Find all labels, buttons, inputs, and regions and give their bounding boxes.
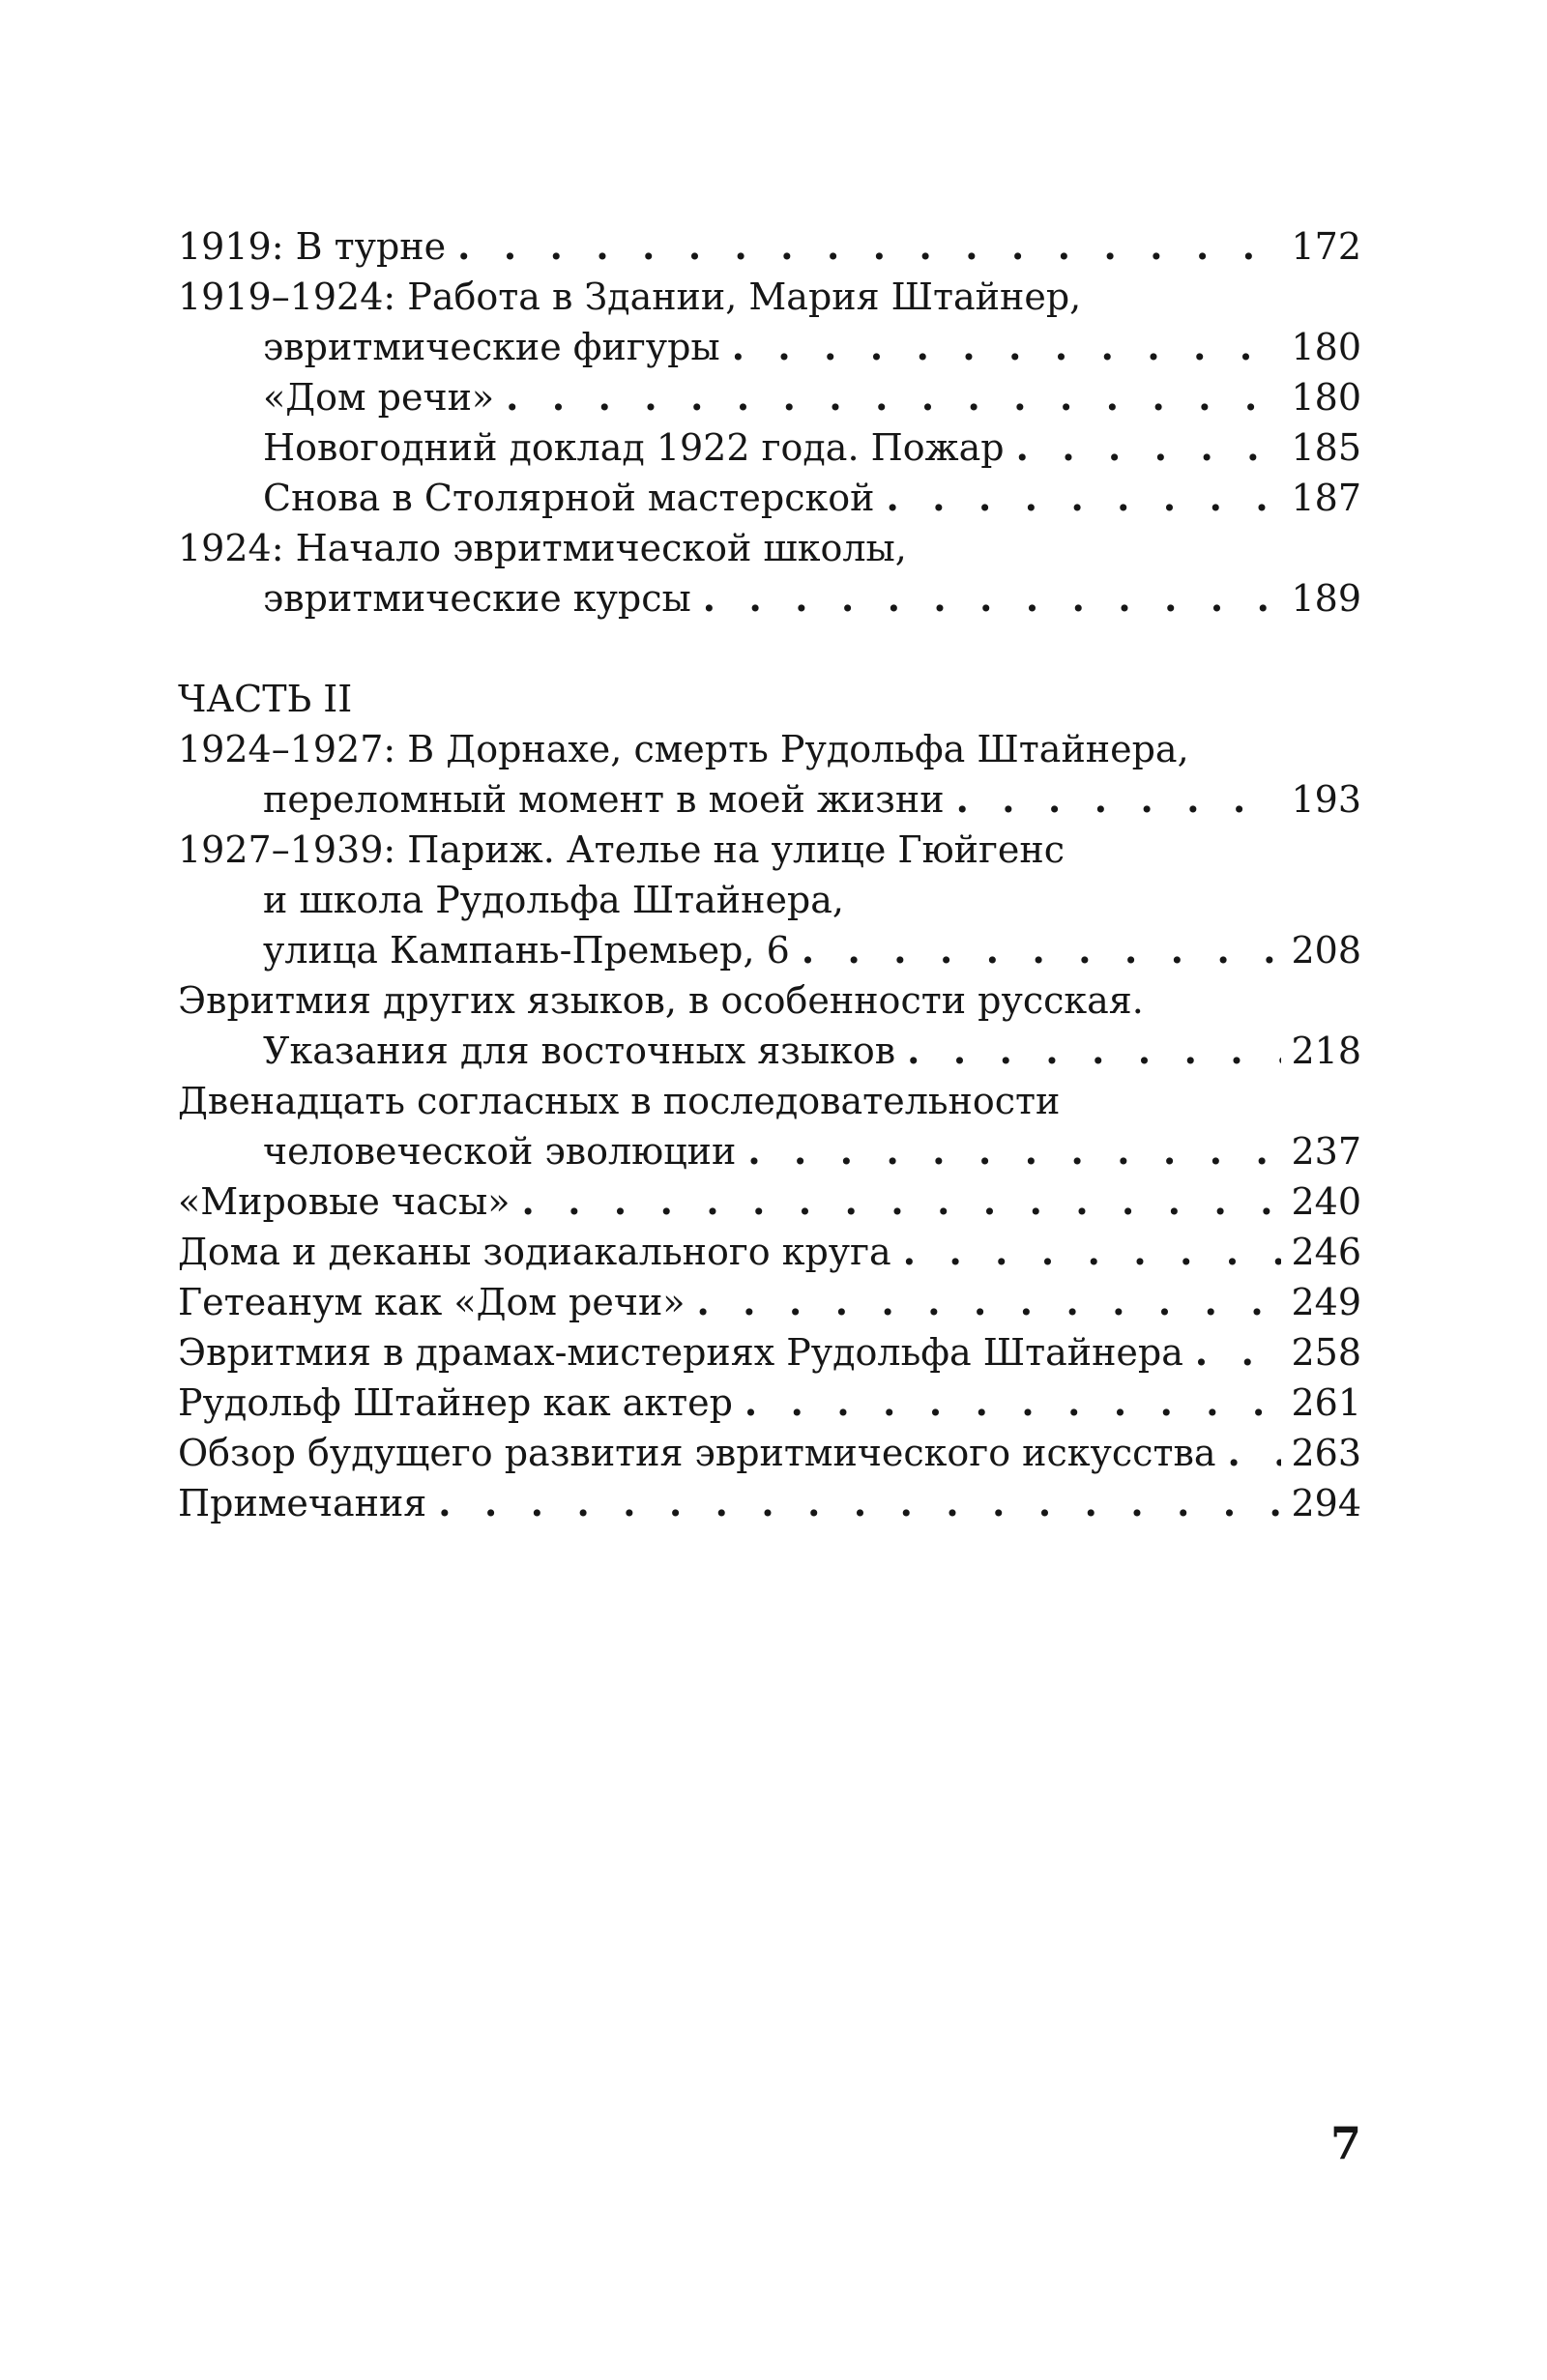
dot-leader (903, 1227, 1282, 1277)
dot-leader (747, 1126, 1281, 1176)
dot-leader (956, 774, 1282, 825)
dot-leader (457, 221, 1281, 272)
toc-entry (178, 1277, 1361, 1327)
toc-entry (178, 1378, 1361, 1428)
toc-entry (178, 1428, 1361, 1478)
toc-entry-title: «Мировые часы» (178, 1180, 511, 1223)
toc-entry-page: 294 (1291, 1482, 1361, 1524)
toc-entry (178, 322, 1361, 372)
part-heading: ЧАСТЬ II (178, 678, 353, 720)
toc-entry (178, 422, 1361, 473)
toc-entry-page: 237 (1291, 1130, 1361, 1173)
toc-entry-title: Гетеанум как «Дом речи» (178, 1281, 686, 1323)
dot-leader (744, 1378, 1282, 1428)
toc-entry (178, 473, 1361, 523)
toc-entry (178, 774, 1361, 825)
section-spacer (178, 624, 1361, 674)
dot-leader (1228, 1428, 1282, 1478)
dot-leader (802, 925, 1282, 975)
toc-entry (178, 372, 1361, 422)
toc-entry (178, 221, 1361, 272)
toc-entry (178, 925, 1361, 975)
toc-entry-line (178, 724, 1361, 774)
dot-leader (886, 473, 1281, 523)
toc-entry-line (178, 272, 1361, 322)
toc-entry-page: 240 (1291, 1180, 1361, 1223)
toc-entry-page: 180 (1291, 326, 1361, 368)
toc-entry-page: 218 (1291, 1030, 1361, 1072)
toc-entry (178, 573, 1361, 624)
toc-entry-page: 193 (1291, 778, 1361, 821)
toc-entry-title: Указания для восточных языков (263, 1030, 896, 1072)
toc-entry-page: 258 (1291, 1331, 1361, 1374)
toc-entry-title: 1924: Начало эвритмической школы, (178, 527, 907, 569)
dot-leader (1195, 1327, 1282, 1378)
toc-entry-title: Двенадцать согласных в последовательности (178, 1080, 1061, 1122)
toc-entry-title: Снова в Столярной мастерской (263, 477, 875, 519)
toc-entry-line (178, 825, 1361, 875)
toc-entry-title: человеческой эволюции (263, 1130, 737, 1173)
toc-entry (178, 1227, 1361, 1277)
toc-entry-line (178, 1076, 1361, 1126)
toc-entry-title: переломный момент в моей жизни (263, 778, 945, 821)
toc-entry-page: 249 (1291, 1281, 1361, 1323)
toc-entry-page: 246 (1291, 1231, 1361, 1273)
toc-entry-title: и школа Рудольфа Штайнера, (263, 879, 844, 921)
toc-entry-title: Дома и деканы зодиакального круга (178, 1231, 891, 1273)
toc-entry-page: 185 (1291, 426, 1361, 469)
toc-entry-title: «Дом речи» (263, 376, 495, 419)
toc-entry-title: эвритмические курсы (263, 577, 691, 620)
toc-entry-title: Рудольф Штайнер как актер (178, 1381, 733, 1424)
toc-entry-title: 1924–1927: В Дорнахе, смерть Рудольфа Штайнера, (178, 728, 1189, 770)
toc-entry-line (178, 975, 1361, 1026)
table-of-contents (178, 221, 1361, 1528)
toc-entry-title: улица Кампань-Премьер, 6 (263, 929, 790, 972)
toc-entry-title: Эвритмия других языков, в особенности русская. (178, 979, 1144, 1022)
toc-entry-title: Эвритмия в драмах-мистериях Рудольфа Штайнера (178, 1331, 1183, 1374)
toc-entry-title: 1919–1924: Работа в Здании, Мария Штайнер, (178, 276, 1082, 318)
toc-entry-page: 208 (1291, 929, 1361, 972)
toc-entry (178, 1176, 1361, 1227)
dot-leader (697, 1277, 1282, 1327)
toc-entry-page: 263 (1291, 1432, 1361, 1474)
dot-leader (438, 1478, 1281, 1528)
dot-leader (521, 1176, 1281, 1227)
dot-leader (732, 322, 1282, 372)
toc-entry-page: 261 (1291, 1381, 1361, 1424)
page-number: 7 (1329, 2117, 1361, 2169)
toc-entry-title: Новогодний доклад 1922 года. Пожар (263, 426, 1005, 469)
dot-leader (1016, 422, 1282, 473)
toc-entry-line (178, 523, 1361, 573)
toc-entry (178, 1126, 1361, 1176)
dot-leader (506, 372, 1281, 422)
dot-leader (907, 1026, 1281, 1076)
toc-entry-title: Примечания (178, 1482, 427, 1524)
toc-entry (178, 1478, 1361, 1528)
toc-entry (178, 1327, 1361, 1378)
toc-entry-title: 1927–1939: Париж. Ателье на улице Гюйгенс (178, 828, 1065, 871)
dot-leader (703, 573, 1282, 624)
toc-entry-page: 187 (1291, 477, 1361, 519)
toc-entry-title: эвритмические фигуры (263, 326, 720, 368)
toc-entry-title: 1919: В турне (178, 225, 447, 268)
toc-entry-page: 172 (1291, 225, 1361, 268)
toc-entry (178, 1026, 1361, 1076)
toc-entry-page: 180 (1291, 376, 1361, 419)
toc-entry-line (178, 875, 1361, 925)
toc-entry-page: 189 (1291, 577, 1361, 620)
toc-entry-title: Обзор будущего развития эвритмического искусства (178, 1432, 1216, 1474)
